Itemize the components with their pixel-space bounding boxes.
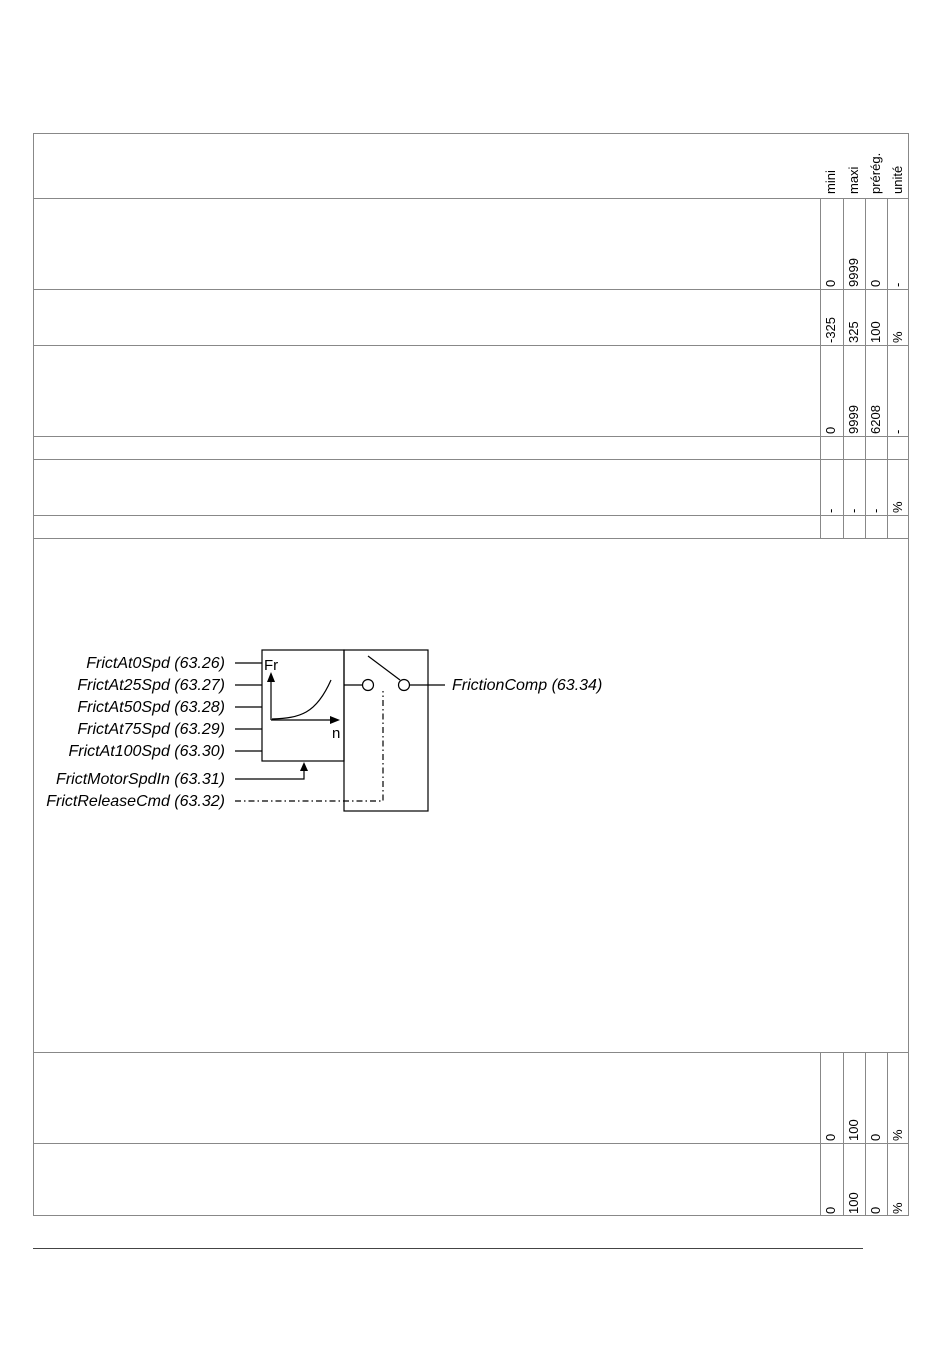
row2-mini: -325 [823, 316, 838, 343]
header-preregl: prérég. [868, 152, 883, 194]
row1-mini: 0 [823, 279, 838, 287]
row7-maxi: 100 [846, 1119, 861, 1141]
input-label: FrictAt100Spd (63.30) [68, 743, 225, 760]
row3-maxi: 9999 [846, 405, 861, 434]
row7-unite: % [890, 1129, 905, 1141]
row3-unite: - [890, 429, 905, 434]
row8-unite: % [890, 1202, 905, 1214]
row2-preregl: 100 [868, 321, 883, 343]
row1-unite: - [890, 282, 905, 287]
row8-mini: 0 [823, 1206, 838, 1214]
row2-maxi: 325 [846, 321, 861, 343]
row1-preregl: 0 [868, 279, 883, 287]
output-label: FrictionComp (63.34) [452, 677, 603, 694]
row8-maxi: 100 [846, 1192, 861, 1214]
row5-mini: - [823, 508, 838, 513]
x-axis-label: n [332, 725, 341, 742]
switch-block [344, 650, 428, 811]
y-axis-label: Fr [264, 657, 279, 674]
row7-mini: 0 [823, 1133, 838, 1141]
header-mini: mini [823, 170, 838, 194]
input-label: FrictAt50Spd (63.28) [77, 699, 225, 716]
row5-preregl: - [868, 508, 883, 513]
input-label: FrictAt0Spd (63.26) [86, 655, 225, 672]
row3-mini: 0 [823, 426, 838, 434]
row5-maxi: - [846, 508, 861, 513]
input-label: FrictReleaseCmd (63.32) [46, 793, 225, 810]
row7-preregl: 0 [868, 1133, 883, 1141]
row2-unite: % [890, 331, 905, 343]
row3-preregl: 6208 [868, 405, 883, 434]
input-label: FrictAt25Spd (63.27) [77, 677, 225, 694]
row8-preregl: 0 [868, 1206, 883, 1214]
input-label: FrictMotorSpdIn (63.31) [56, 771, 225, 788]
input-label: FrictAt75Spd (63.29) [77, 721, 225, 738]
header-unite: unité [890, 165, 905, 194]
row5-unite: % [890, 501, 905, 513]
footer-rule [33, 1248, 863, 1249]
row1-maxi: 9999 [846, 258, 861, 287]
header-maxi: maxi [846, 166, 861, 194]
